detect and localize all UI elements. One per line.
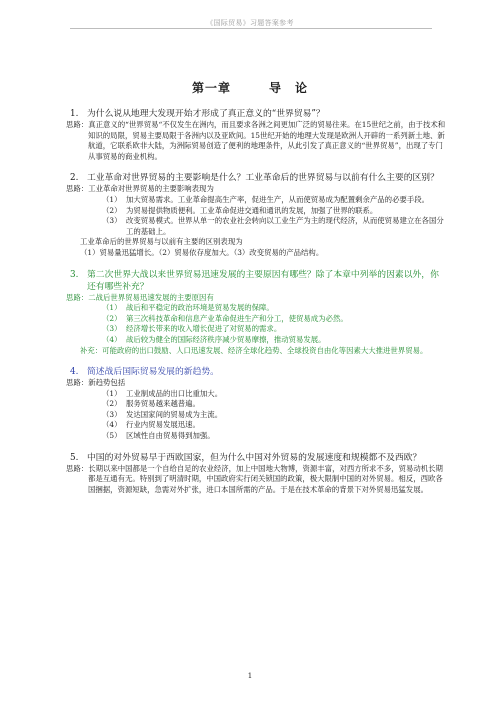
list-item: （1） 工业制成品的出口比重加大。 — [102, 388, 223, 398]
list-item: （2） 第三次科技革命和信息产业革命促进生产和分工，使贸易成为必然。 — [102, 313, 348, 323]
list-item: （3） 改变贸易模式。世界从单一的农业社会转向以工业生产为主的现代经济，从而使贸易建立在各国分工的基础上。 — [102, 216, 444, 236]
answer-4: 思路：新趋势包括 （1） 工业制成品的出口比重加大。 （2） 服务贸易越来越普遍。 （3） 发达国家间的贸易成为主流。 （4） 行业内贸易发展迅速。 （5） 区域性自由贸易得到加强。 — [66, 378, 446, 442]
page-number: 1 — [247, 672, 253, 680]
chapter-number: 第一章 — [191, 81, 231, 95]
chapter-title — [0, 79, 500, 96]
answer-1: 思路：真正意义的“世界贸易“不仅发生在洲内，而且要求各洲之间更加广泛的贸易往来。在15世纪之前，由于技术和知识的局限，贸易主要局限于各洲内以及亚欧间。15世纪开始的地理大发现是欧洲人开辟的一系列新土地、新航道，它联系欧非大陆，为洲际贸易创造了便利的地理条件，从此引发了真正意义的“世界贸易”，出现了专门从事贸易的商业机构。 — [66, 120, 446, 161]
question-4: 4. 简述战后国际贸易发展的新趋势。 — [70, 367, 219, 378]
page-header: 《国际贸易》习题答案参考 — [206, 19, 294, 27]
list-item: （1） 战后和平稳定的政治环境是贸易发展的保障。 — [102, 303, 274, 313]
list-item: （5） 区域性自由贸易得到加强。 — [102, 431, 215, 441]
list-item: （4） 战后较为健全的国际经济秩序减少贸易摩擦，推动贸易发展。 — [102, 334, 326, 344]
list-item: （2） 为贸易提供物质便利。工业革命促进交通和通讯的发展，加强了世界的联系。 — [102, 205, 378, 215]
answer-2: 思路：工业革命对世界贸易的主要影响表现为 （1） 加大贸易需求。工业革命提高生产率，促进生产，从而使贸易成为配置剩余产品的必要手段。 （2） 为贸易提供物质便利。工业革命促进交通和通讯的发展，加强了世界的联系。 （3） 改变贸易模式。世界从单一的农业社会转向以工业生产为主的现代经济，从而使贸易建立在各国分工的基础上。 工业革命后的世界贸易与以前有主要的区别表现为 （1）贸易量迅猛增长。（2）贸易依存度加大。（3）改变贸易的产品结构。 — [66, 184, 446, 258]
header-rule — [70, 28, 432, 29]
answer-3: 思路：二战后世界贸易迅速发展的主要原因有 （1） 战后和平稳定的政治环境是贸易发展的保障。 （2） 第三次科技革命和信息产业革命促进生产和分工，使贸易成为必然。 （3） 经济增长带来的收入增长促进了对贸易的需求。 （4） 战后较为健全的国际经济秩序减少贸易摩擦，推动贸易发展。 补充：可能政府的出口鼓励、人口迅速发展、经济全球化趋势、全球投资自由化等因素大大推进世界贸易。 — [66, 293, 446, 357]
question-3: 3. 第二次世界大战以来世界贸易迅速发展的主要原因有哪些？除了本章中列举的因素以外，你还有哪些补充？ — [70, 269, 439, 292]
document-body — [66, 108, 446, 495]
list-item: （2） 服务贸易越来越普遍。 — [102, 399, 200, 409]
list-item: （1） 加大贸易需求。工业革命提高生产率，促进生产，从而使贸易成为配置剩余产品的必要手段。 — [102, 194, 430, 204]
question-2: 2. 工业革命对世界贸易的主要影响是什么？工业革命后的世界贸易与以前有什么主要的区别？ — [70, 173, 439, 184]
chapter-name: 导 论 — [269, 81, 309, 95]
list-item: （3） 经济增长带来的收入增长促进了对贸易的需求。 — [102, 324, 282, 334]
question-1: 1. 为什么说从地理大发现开始才形成了真正意义的“世界贸易”？ — [70, 109, 325, 119]
question-5: 5. 中国的对外贸易早于西欧国家，但为什么中国对外贸易的发展速度和规模都不及西欧？ — [70, 452, 422, 463]
list-item: （4） 行业内贸易发展迅速。 — [102, 420, 200, 430]
answer-5: 思路：长期以来中国都是一个自给自足的农业经济，加上中国地大物博，资源丰富，对西方所求不多，贸易动机长期都是互通有无。特别到了明清时期，中国政府实行闭关锁国的政策，极大限制中国的对外贸易。相反，西欧各国捆据，资源短缺，急需对外扩张，进口本国所需的产品。于是在技术革命的背景下对外贸易迅猛发展。 — [66, 463, 443, 494]
list-item: （3） 发达国家间的贸易成为主流。 — [102, 409, 223, 419]
